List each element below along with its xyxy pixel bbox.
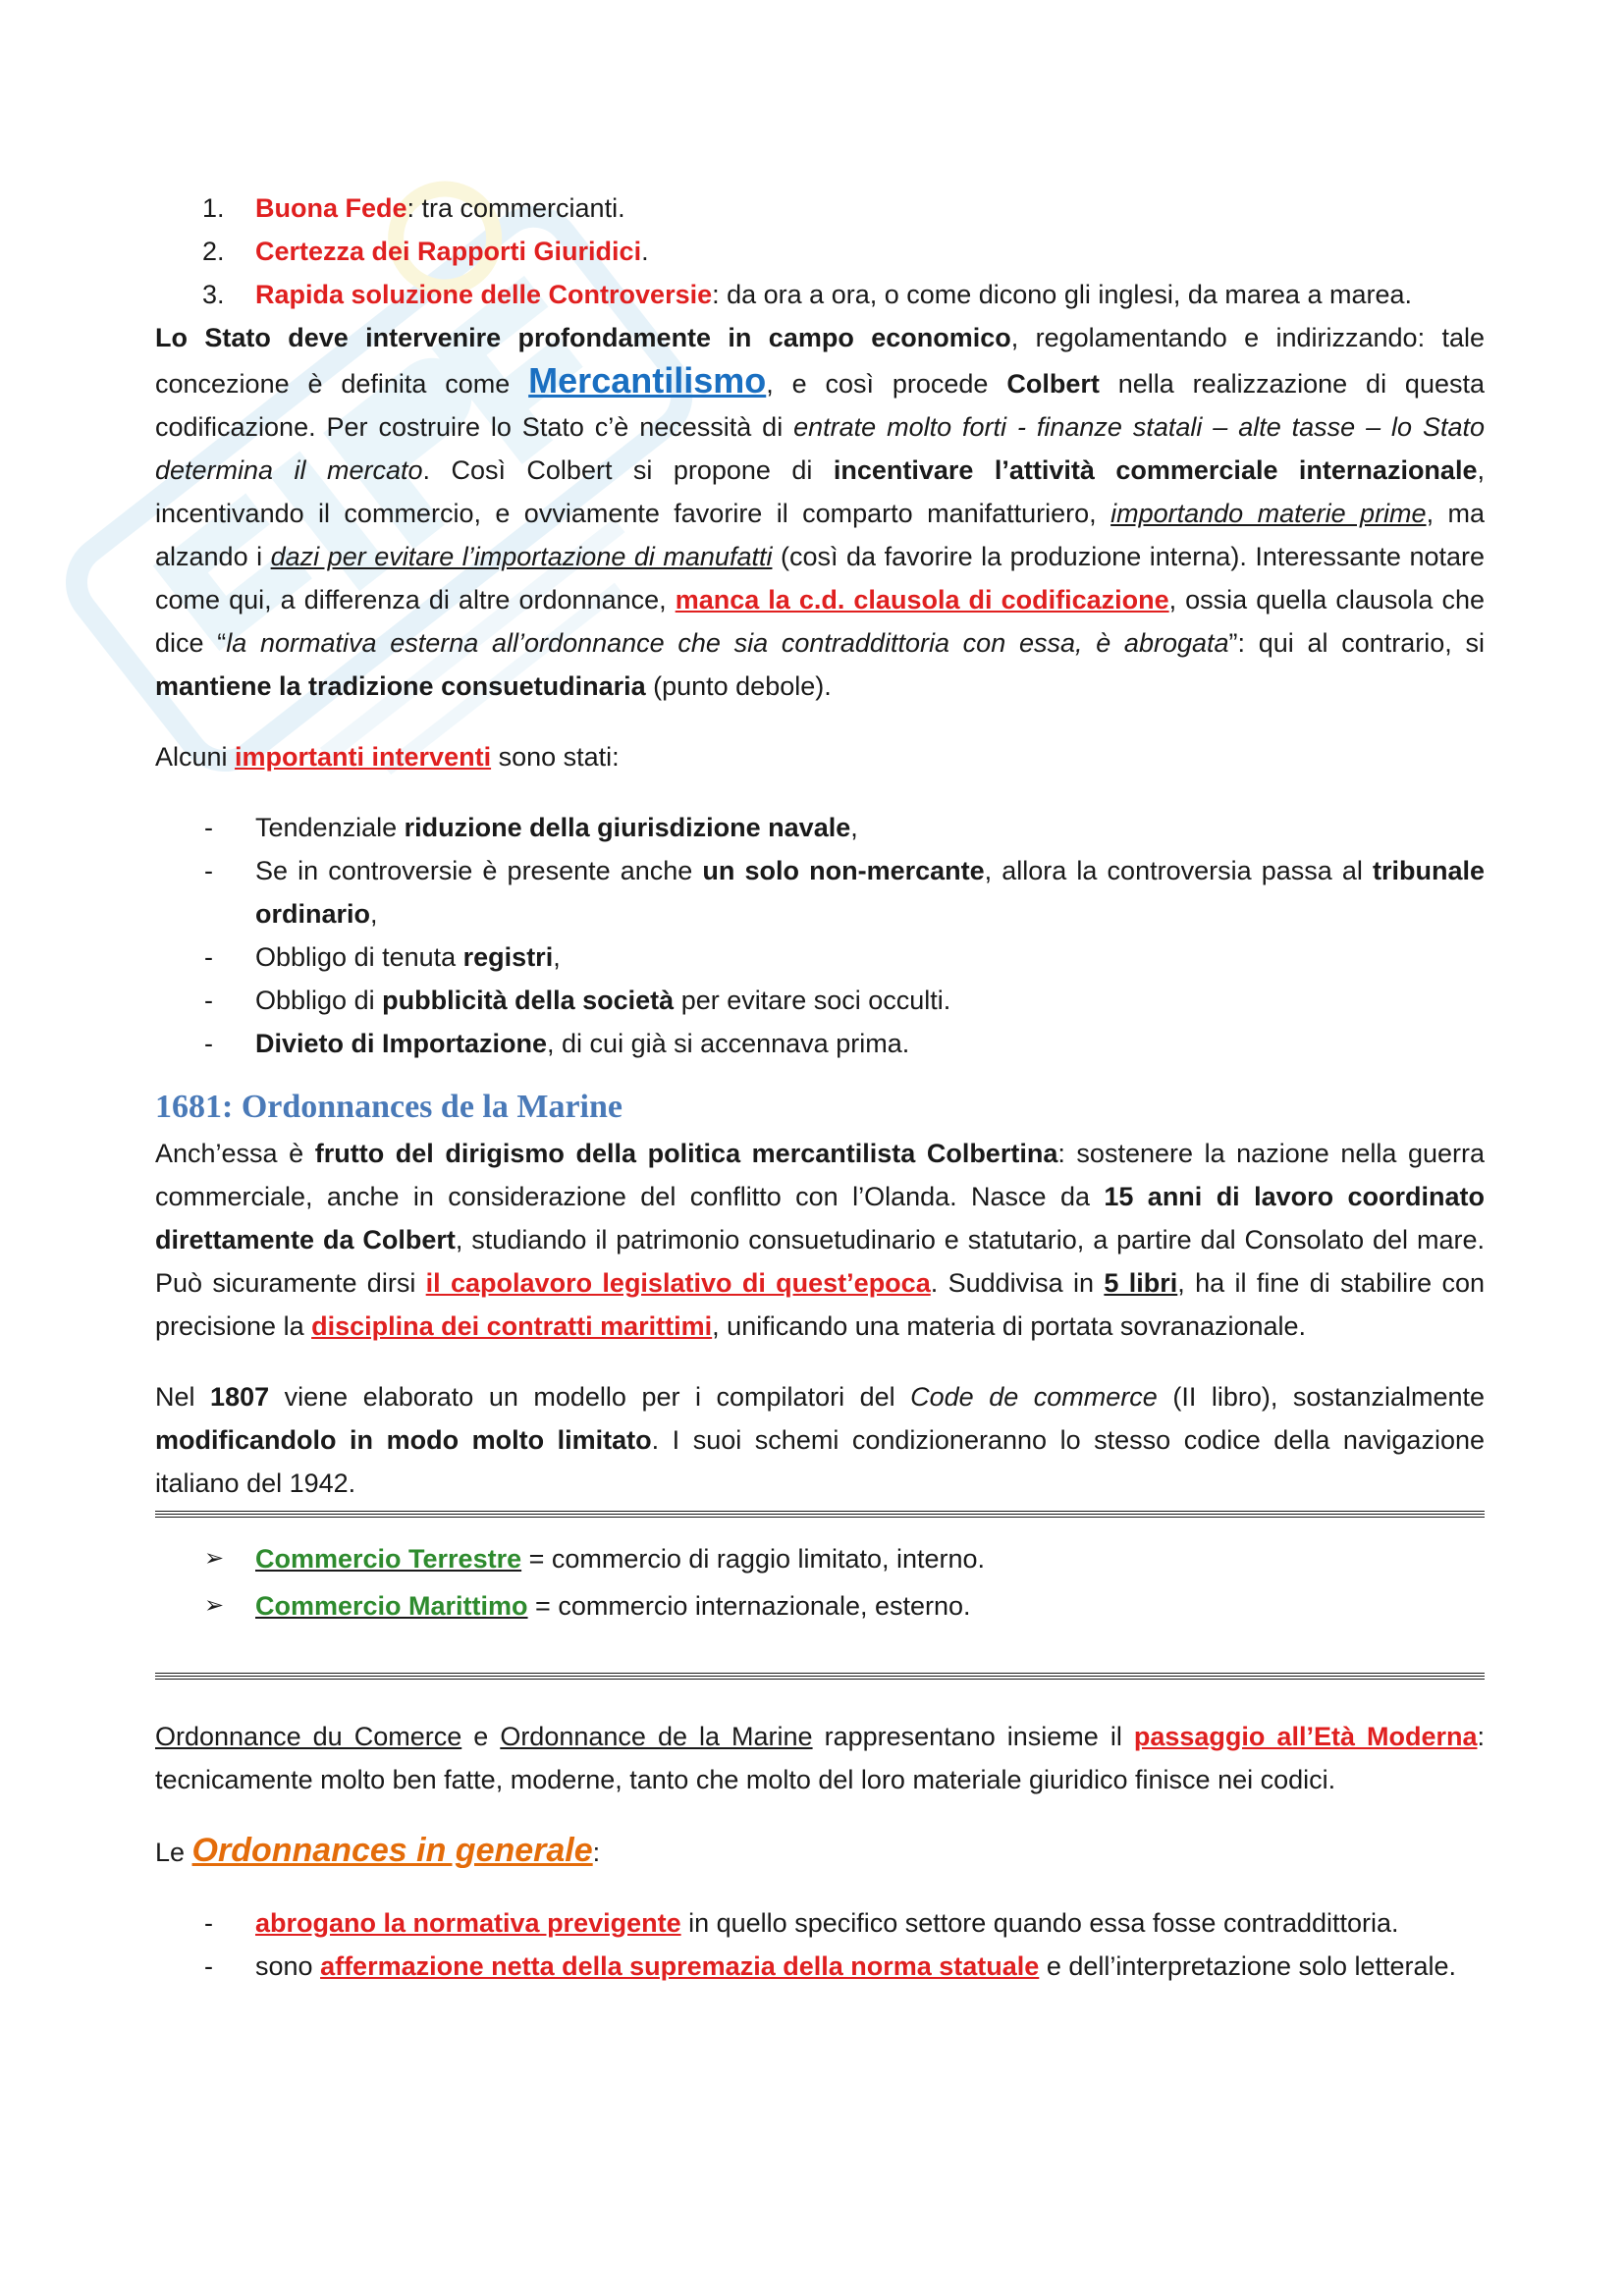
list-item: - abrogano la normativa previgente in quello specifico settore quando essa fosse contraddittoria. [204, 1908, 1399, 1938]
interventi-list [155, 806, 1485, 1065]
list-item: - Obbligo di tenuta registri, [204, 942, 561, 972]
list-item: - Tendenziale riduzione della giurisdizione navale, [204, 813, 858, 842]
list-item: ➢ Commercio Terrestre = commercio di raggio limitato, interno. [204, 1544, 986, 1574]
list-item: ➢ Commercio Marittimo = commercio internazionale, esterno. [204, 1591, 971, 1621]
numbered-item: 3. Rapida soluzione delle Controversie: da ora a ora, o come dicono gli inglesi, da marea a marea. [202, 280, 1412, 309]
numbered-item: 1. Buona Fede: tra commercianti. [202, 193, 625, 223]
paragraph-marine: Anch’essa è frutto del dirigismo della politica mercantilista Colbertina: sostenere la nazione nella guerra commerciale, anche in considerazione del conflitto con l’Olanda. Nasce da 15 anni di lavoro coordinato direttamente da Colbert, studiando il patrimonio consuetudinario e statutario, a partire dal Consolato del mare. Può sicuramente dirsi il capolavoro legislativo di quest’epoca. Suddivisa in 5 libri, ha il fine di stabilire con precisione la disciplina dei contratti marittimi, unificando una materia di portata sovranazionale. [155, 1139, 1486, 1341]
divider [155, 1511, 1485, 1518]
section-heading: 1681: Ordonnances de la Marine [155, 1089, 623, 1125]
paragraph-1807: Nel 1807 viene elaborato un modello per i compilatori del Code de commerce (II libro), sostanzialmente modificandolo in modo molto limitato. I suoi schemi condizioneranno lo stesso codice della navigazione italiano del 1942. [155, 1382, 1485, 1498]
document-page [155, 187, 1485, 1988]
paragraph-ordonnances-generale: Le Ordonnances in generale: [155, 1832, 601, 1869]
list-item: - Divieto di Importazione, di cui già si accennava prima. [204, 1029, 910, 1058]
numbered-list [155, 187, 1485, 316]
list-item: - Obbligo di pubblicità della società per evitare soci occulti. [204, 986, 951, 1015]
paragraph-interventi: Alcuni importanti interventi sono stati: [155, 742, 620, 772]
ordonnances-list [155, 1901, 1485, 1988]
list-item: - sono affermazione netta della supremazia della norma statuale e dell’interpretazione solo letterale. [204, 1951, 1457, 1981]
divider [155, 1673, 1485, 1680]
paragraph-eta-moderna: Ordonnance du Comerce e Ordonnance de la Marine rappresentano insieme il passaggio all’Età Moderna: tecnicamente molto ben fatte, moderne, tanto che molto del loro materiale giuridico finisce nei codici. [155, 1722, 1486, 1794]
list-item: - Se in controversie è presente anche un solo non-mercante, allora la controversia passa al tribunale ordinario, [204, 856, 1486, 929]
paragraph-mercantilismo: Lo Stato deve intervenire profondamente in campo economico, regolamentando e indirizzando: tale concezione è definita come Mercantilismo, e così procede Colbert nella realizzazione di questa codificazione. Per costruire lo Stato c’è necessità di entrate molto forti - finanze statali – alte tasse – lo Stato determina il mercato. Così Colbert si propone di incentivare l’attività commerciale internazionale, incentivando il commercio, e ovviamente favorire il comparto manifatturiero, importando materie prime, ma alzando i dazi per evitare l’importazione di manufatti (così da favorire la produzione interna). Interessante notare come qui, a differenza di altre ordonnance, manca la c.d. clausola di codificazione, ossia quella clausola che dice “la normativa esterna all’ordonnance che sia contraddittoria con essa, è abrogata”: qui al contrario, si mantiene la tradizione consuetudinaria (punto debole). [155, 323, 1486, 701]
commercio-list [155, 1535, 1485, 1629]
numbered-item: 2. Certezza dei Rapporti Giuridici. [202, 237, 649, 266]
